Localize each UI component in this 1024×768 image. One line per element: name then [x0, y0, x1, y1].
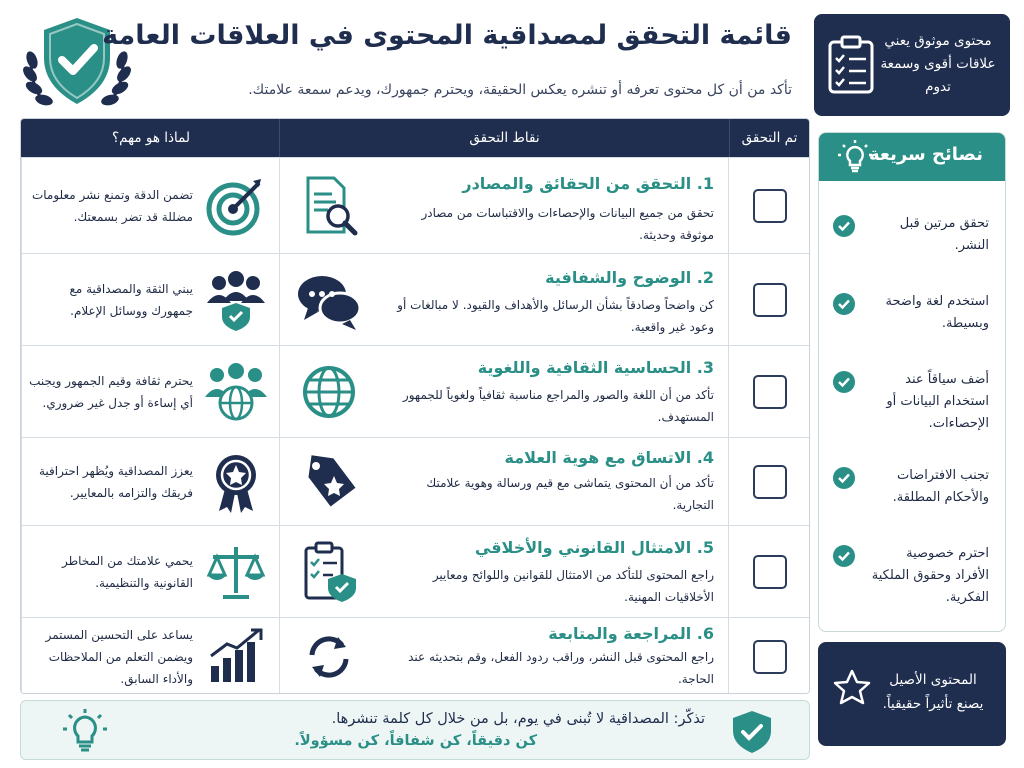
table-row [21, 253, 809, 345]
cell-done [729, 254, 809, 345]
column-header-done: تم التحقق [729, 119, 809, 157]
column-header-points: نقاط التحقق [279, 119, 729, 157]
cell-done [729, 618, 809, 694]
trust-callout [814, 14, 1010, 116]
tip-text: تحقق مرتين قبل النشر. [899, 216, 989, 253]
clipboard-checklist-icon [826, 34, 876, 94]
award-medal-icon [205, 451, 267, 513]
cell-why [21, 526, 281, 617]
point-desc: كن واضحاً وصادقاً بشأن الرسائل والأهداف والقيود. لا مبالغات أو وعود غير واقعية. [397, 298, 714, 334]
point-desc: راجع المحتوى للتأكد من الامتثال للقوانين واللوائح ومعايير الأخلاقيات المهنية. [432, 568, 714, 604]
lightbulb-icon [61, 707, 109, 755]
point-title: 5. الامتثال القانوني والأخلاقي [474, 538, 714, 557]
tip-item [829, 465, 989, 525]
authentic-content-callout [818, 642, 1006, 746]
quick-tips-title: نصائح سريعة [869, 144, 983, 165]
lightbulb-icon [837, 139, 873, 175]
point-title: 4. الاتساق مع هوية العلامة [504, 448, 714, 467]
row-checkbox[interactable] [753, 465, 787, 499]
tip-item [829, 543, 989, 615]
table-row [21, 617, 809, 694]
refresh-icon [294, 625, 364, 689]
why-text: يحترم ثقافة وقيم الجمهور ويجنب أي إساءة أو جدل غير ضروري. [29, 373, 193, 410]
cell-points [279, 346, 729, 437]
row-checkbox[interactable] [753, 375, 787, 409]
cell-done [729, 158, 809, 253]
why-text: تضمن الدقة وتمنع نشر معلومات مضللة قد تضر بسمعتك. [31, 187, 193, 224]
cell-done [729, 438, 809, 525]
check-circle-icon [833, 215, 855, 237]
point-title: 3. الحساسية الثقافية واللغوية [477, 358, 714, 377]
scales-icon [205, 541, 267, 603]
header [12, 8, 802, 108]
tip-item [829, 291, 989, 351]
authentic-content-text: المحتوى الأصيل يصنع تأثيراً حقيقياً. [882, 672, 984, 712]
tag-star-icon [294, 450, 364, 514]
cell-points [279, 158, 729, 253]
cell-points [279, 526, 729, 617]
people-globe-icon [205, 361, 267, 423]
check-circle-icon [833, 467, 855, 489]
why-text: يساعد على التحسين المستمر ويضمن التعلم من الملاحظات والأداء السابق. [45, 627, 193, 686]
cell-points [279, 618, 729, 694]
tip-text: استخدم لغة واضحة وبسيطة. [885, 294, 989, 331]
table-row [21, 437, 809, 525]
table-row [21, 345, 809, 437]
point-title: 6. المراجعة والمتابعة [548, 624, 714, 643]
tip-text: احترم خصوصية الأفراد وحقوق الملكية الفكرية. [871, 546, 989, 605]
check-circle-icon [833, 545, 855, 567]
cell-done [729, 346, 809, 437]
point-title: 1. التحقق من الحقائق والمصادر [462, 174, 714, 193]
tip-item [829, 369, 989, 441]
quick-tips-header [819, 133, 1005, 181]
cell-points [279, 438, 729, 525]
cell-why [21, 158, 281, 253]
footer-reminder [20, 700, 810, 760]
cell-points [279, 254, 729, 345]
page-subtitle: تأكد من أن كل محتوى تعرفه أو تنشره يعكس الحقيقة، ويحترم جمهورك، ويدعم سمعة علامتك. [248, 82, 792, 98]
footer-line-2: كن دقيقاً، كن شفافاً، كن مسؤولاً. [294, 733, 537, 749]
star-icon [832, 668, 872, 708]
chat-bubbles-icon [294, 268, 364, 332]
cell-why [21, 254, 281, 345]
table-row [21, 157, 809, 253]
cell-why [21, 346, 281, 437]
point-title: 2. الوضوح والشفافية [545, 268, 714, 287]
tip-text: أضف سياقاً عند استخدام البيانات أو الإحصاءات. [886, 372, 989, 431]
clipboard-shield-icon [294, 540, 364, 604]
tip-item [829, 213, 989, 273]
growth-chart-icon [205, 626, 267, 688]
checklist-table [20, 118, 810, 694]
point-desc: تأكد من أن المحتوى يتماشى مع قيم ورسالة وهوية علامتك التجارية. [426, 476, 714, 512]
check-circle-icon [833, 371, 855, 393]
point-desc: تأكد من أن اللغة والصور والمراجع مناسبة ثقافياً ولغوياً للجمهور المستهدف. [402, 388, 714, 424]
table-header [21, 119, 809, 157]
globe-icon [294, 360, 364, 424]
table-row [21, 525, 809, 617]
why-text: يحمي علامتك من المخاطر القانونية والتنظيمية. [61, 553, 193, 590]
point-desc: تحقق من جميع البيانات والإحصاءات والاقتباسات من مصادر موثوقة وحديثة. [421, 206, 714, 242]
footer-line-1: تذكّر: المصداقية لا تُبنى في يوم، بل من خلال كل كلمة تنشرها. [331, 711, 705, 727]
why-text: يعزز المصداقية ويُظهر احترافية فريقك والتزامه بالمعايير. [39, 463, 193, 500]
why-text: يبني الثقة والمصداقية مع جمهورك ووسائل الإعلام. [69, 281, 193, 318]
cell-why [21, 618, 281, 694]
document-search-icon [294, 174, 364, 238]
trust-callout-text: محتوى موثوق يعني علاقات أقوى وسمعة تدوم [880, 33, 996, 95]
row-checkbox[interactable] [753, 555, 787, 589]
quick-tips-panel [818, 132, 1006, 632]
people-shield-icon [205, 269, 267, 331]
row-checkbox[interactable] [753, 640, 787, 674]
row-checkbox[interactable] [753, 283, 787, 317]
point-desc: راجع المحتوى قبل النشر، وراقب ردود الفعل، وقم بتحديثه عند الحاجة. [408, 650, 714, 686]
column-header-why: لماذا هو مهم؟ [111, 130, 191, 146]
cell-why [21, 438, 281, 525]
row-checkbox[interactable] [753, 189, 787, 223]
check-circle-icon [833, 293, 855, 315]
shield-check-icon [729, 709, 775, 755]
cell-done [729, 526, 809, 617]
page-title: قائمة التحقق لمصداقية المحتوى في العلاقات العامة [102, 20, 792, 51]
tip-text: تجنب الافتراضات والأحكام المطلقة. [892, 468, 989, 505]
target-icon [205, 175, 267, 237]
